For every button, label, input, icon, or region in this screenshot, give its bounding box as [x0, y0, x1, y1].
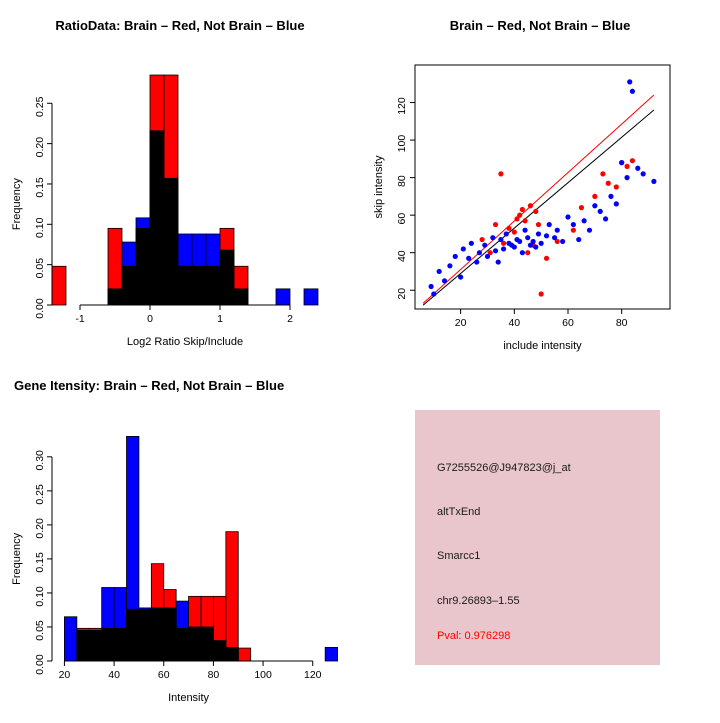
- scatter-point: [512, 244, 517, 249]
- hist-bar-brain: [102, 628, 114, 661]
- scatter-point: [490, 235, 495, 240]
- axis-text: 60: [157, 669, 170, 681]
- axis-text: skip intensity: [373, 155, 385, 219]
- pval-label: Pval: 0.976298: [437, 630, 511, 642]
- axis-text: Frequency: [11, 532, 23, 585]
- axis-text: 80: [396, 175, 408, 187]
- axis-text: 120: [396, 97, 408, 115]
- scatter-point: [552, 235, 557, 240]
- axis-text: 120: [303, 669, 322, 681]
- hist-bar-brain: [114, 628, 126, 661]
- hist-bar-brain: [151, 564, 163, 661]
- scatter-point: [485, 254, 490, 259]
- scatter-point: [480, 237, 485, 242]
- scatter-point: [608, 194, 613, 199]
- scatter-point: [466, 256, 471, 261]
- hist-bar-brain: [150, 75, 164, 305]
- scatter-point: [533, 244, 538, 249]
- locus-label: chr9.26893–1.55: [437, 595, 520, 607]
- axis-text: 0.05: [34, 620, 46, 641]
- axis-text: 40: [508, 317, 521, 329]
- scatter-point: [504, 231, 509, 236]
- scatter-point: [579, 205, 584, 210]
- scatter-point: [498, 237, 503, 242]
- hist-bar-brain: [164, 590, 176, 661]
- trend-line-notbrain-fit: [423, 110, 654, 305]
- hist-bar-brain: [178, 266, 192, 305]
- axis-text: 0.00: [34, 298, 46, 319]
- scatter-point: [624, 164, 629, 169]
- scatter-point: [619, 160, 624, 165]
- hist-bar-brain: [122, 266, 136, 305]
- scatter-point: [592, 194, 597, 199]
- scatter-point: [614, 201, 619, 206]
- hist-bar-brain: [206, 266, 220, 305]
- scatter-point: [482, 243, 487, 248]
- scatter-point: [522, 228, 527, 233]
- scatter-point: [587, 228, 592, 233]
- axis-text: 0.10: [34, 586, 46, 607]
- panel-scatter: [360, 0, 720, 360]
- event-type-label: altTxEnd: [437, 506, 481, 518]
- scatter-point: [525, 235, 530, 240]
- hist-bar-brain: [226, 532, 238, 661]
- axis-text: 0.05: [34, 257, 46, 279]
- hist-bar-brain: [176, 628, 188, 661]
- axis-text: 2: [287, 313, 293, 325]
- scatter-point: [600, 171, 605, 176]
- scatter-point: [560, 239, 565, 244]
- hist-bar-notbrain: [304, 289, 318, 305]
- probe-id-label: G7255526@J947823@j_at: [437, 462, 571, 474]
- axis-text: 80: [615, 317, 628, 329]
- axis-text: 40: [396, 250, 408, 263]
- axis-text: 20: [396, 287, 408, 300]
- axis-text: 0.00: [34, 654, 46, 675]
- scatter-point: [536, 222, 541, 227]
- scatter-point: [651, 179, 656, 184]
- axis-text: include intensity: [503, 340, 582, 352]
- panel-ratio-histogram: [0, 0, 360, 360]
- scatter-point: [598, 209, 603, 214]
- scatter-point: [630, 158, 635, 163]
- axis-text: 1: [217, 313, 223, 325]
- panel-scatter-title: Brain – Red, Not Brain – Blue: [449, 18, 631, 33]
- plot-box: [415, 65, 670, 309]
- axis-text: 20: [58, 669, 71, 681]
- scatter-point: [544, 233, 549, 238]
- scatter-point: [429, 284, 434, 289]
- axis-text: Frequency: [11, 178, 23, 231]
- scatter-point: [533, 209, 538, 214]
- axis-text: 60: [396, 212, 408, 225]
- scatter-point: [627, 79, 632, 84]
- annotation-info-box: [415, 410, 660, 665]
- scatter-point: [447, 263, 452, 268]
- hist-bar-brain: [89, 628, 101, 661]
- scatter-point: [582, 218, 587, 223]
- scatter-point: [520, 207, 525, 212]
- scatter-point: [531, 239, 536, 244]
- hist-bar-brain: [52, 266, 66, 305]
- scatter-point: [630, 89, 635, 94]
- hist-bar-brain: [192, 266, 206, 305]
- axis-text: 0: [147, 313, 153, 325]
- scatter-point: [458, 274, 463, 279]
- panel-intensity-histogram: [0, 360, 400, 720]
- axis-text: 0.15: [34, 552, 46, 573]
- scatter-point: [547, 222, 552, 227]
- hist-bar-notbrain: [276, 289, 290, 305]
- axis-text: 0.20: [34, 518, 46, 539]
- scatter-point: [442, 278, 447, 283]
- hist-bar-notbrain: [325, 647, 337, 661]
- scatter-point: [641, 171, 646, 176]
- scatter-point: [522, 218, 527, 223]
- hist-bar-brain: [77, 628, 89, 661]
- axis-text: 0.25: [34, 96, 46, 117]
- scatter-point: [493, 222, 498, 227]
- scatter-point: [498, 171, 503, 176]
- hist-bar-brain: [127, 609, 139, 661]
- hist-bars: [52, 75, 318, 305]
- trend-line-brain-fit: [423, 95, 654, 303]
- scatter-point: [576, 237, 581, 242]
- hist-bar-brain: [136, 228, 150, 305]
- hist-bar-brain: [220, 228, 234, 305]
- scatter-point: [461, 246, 466, 251]
- ratio-histogram-plot: [0, 33, 360, 363]
- axis-text: 0.10: [34, 217, 46, 239]
- hist-bar-brain: [108, 228, 122, 305]
- hist-bar-brain: [164, 75, 178, 305]
- hist-bar-notbrain: [64, 617, 76, 661]
- hist-bar-brain: [234, 266, 248, 305]
- scatter-point: [624, 175, 629, 180]
- panel-intensity-histogram-title: Gene Itensity: Brain – Red, Not Brain – Blue: [14, 378, 285, 393]
- scatter-point: [496, 259, 501, 264]
- axis-text: 0.25: [34, 484, 46, 505]
- axis-text: 80: [207, 669, 220, 681]
- scatter-point: [536, 231, 541, 236]
- axis-text: 20: [454, 317, 467, 329]
- panel-ratio-histogram-title: RatioData: Brain – Red, Not Brain – Blue: [55, 18, 305, 33]
- scatter-point: [544, 256, 549, 261]
- scatter-point: [437, 269, 442, 274]
- scatter-point: [528, 203, 533, 208]
- hist-bars: [64, 436, 337, 661]
- scatter-point: [517, 213, 522, 218]
- scatter-point: [606, 181, 611, 186]
- scatter-point: [635, 166, 640, 171]
- scatter-point: [477, 250, 482, 255]
- scatter-point: [469, 241, 474, 246]
- axis-text: 0.20: [34, 136, 46, 158]
- scatter-point: [525, 250, 530, 255]
- scatter-point: [539, 291, 544, 296]
- scatter-point: [493, 248, 498, 253]
- scatter-point: [614, 184, 619, 189]
- axis-text: 0.15: [34, 177, 46, 198]
- scatter-point: [555, 228, 560, 233]
- scatter-point: [603, 216, 608, 221]
- scatter-point: [571, 228, 576, 233]
- axis-text: 100: [254, 669, 272, 681]
- scatter-point: [431, 291, 436, 296]
- hist-bar-brain: [189, 596, 201, 661]
- axis-text: 60: [562, 317, 574, 329]
- intensity-histogram-plot: [0, 393, 400, 723]
- hist-bar-brain: [201, 596, 213, 661]
- scatter-point: [517, 239, 522, 244]
- axis-text: Intensity: [168, 692, 210, 704]
- hist-bar-brain: [238, 648, 250, 661]
- scatter-point: [592, 203, 597, 208]
- axis-text: Log2 Ratio Skip/Include: [126, 336, 244, 348]
- hist-bar-brain: [139, 609, 151, 661]
- axis-text: 0.30: [34, 450, 46, 471]
- axis-text: -1: [75, 313, 85, 325]
- scatter-point: [539, 241, 544, 246]
- scatter-point: [520, 250, 525, 255]
- scatter-point: [501, 246, 506, 251]
- scatter-point: [512, 229, 517, 234]
- gene-name-label: Smarcc1: [437, 550, 481, 562]
- scatter-point: [565, 214, 570, 219]
- scatter-plot: [360, 33, 720, 363]
- scatter-point: [571, 222, 576, 227]
- scatter-point: [506, 226, 511, 231]
- axis-text: 100: [396, 134, 408, 153]
- scatter-point: [474, 259, 479, 264]
- axis-text: 40: [108, 669, 120, 681]
- scatter-point: [453, 254, 458, 259]
- hist-bar-brain: [213, 596, 225, 661]
